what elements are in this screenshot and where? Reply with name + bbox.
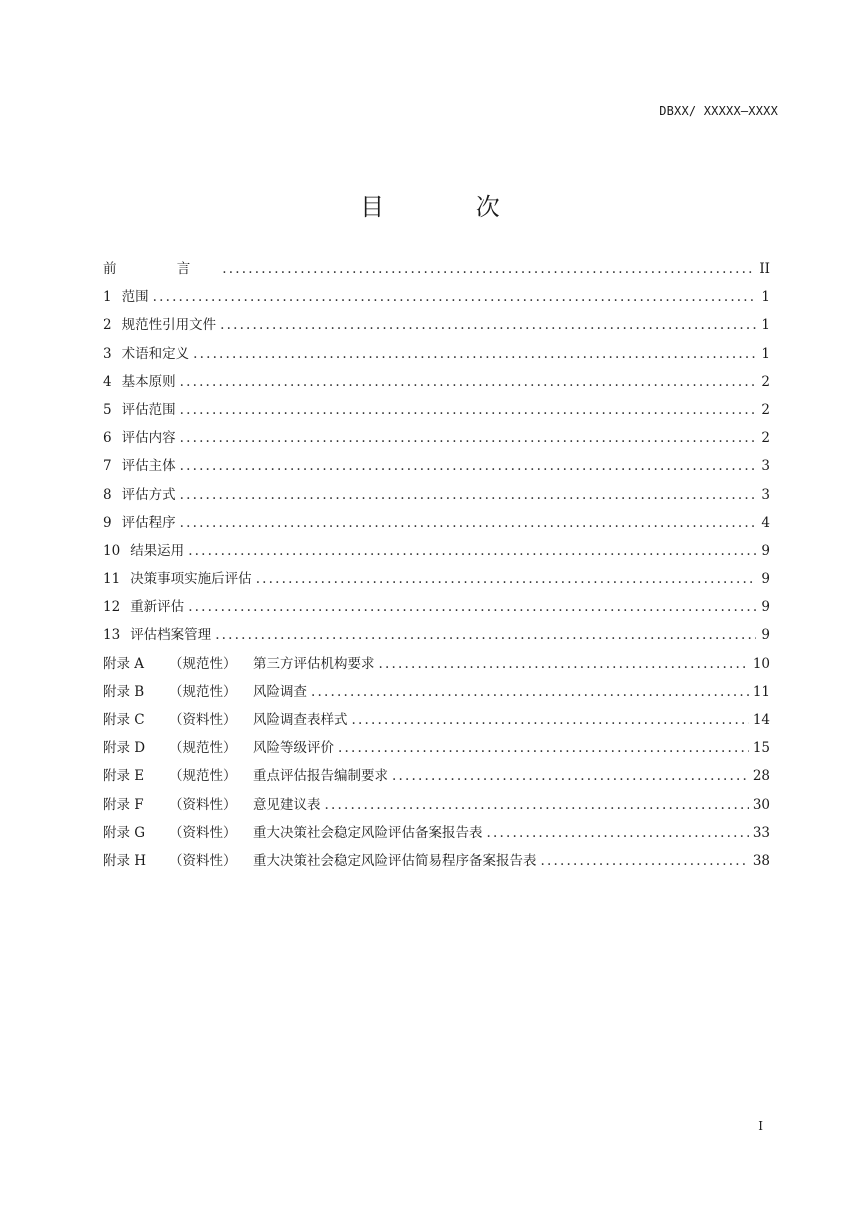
toc-entry-page: 33 [752,824,770,841]
toc-entry-page: 38 [752,852,770,869]
toc-entry-page: 9 [761,571,770,588]
toc-entry-label: 规范性引用文件 [121,317,217,334]
toc-entry-page: 4 [761,514,770,531]
toc-entry-section-8[interactable] [103,483,770,511]
toc-entry-appendix-d[interactable] [103,736,770,764]
toc-entry-section-3[interactable] [103,342,770,370]
toc-leader-dots [352,712,749,728]
toc-appendix-id: 附录 F [103,796,144,813]
toc-entry-label: 风险等级评价 [253,740,334,757]
toc-appendix-type: （规范性） [169,683,237,700]
toc-appendix-id: 附录 H [103,852,147,869]
toc-entry-label: 评估主体 [121,458,176,475]
toc-entry-section-7[interactable] [103,454,770,482]
toc-leader-dots [188,543,756,559]
toc-entry-page: II [759,261,770,277]
toc-entry-appendix-g[interactable] [103,821,770,849]
toc-leader-dots [188,599,756,615]
toc-entry-label: 基本原则 [121,373,176,390]
toc-entry-section-2[interactable] [103,313,770,341]
toc-appendix-type: （规范性） [169,740,237,757]
toc-entry-number: 8 [103,486,112,503]
toc-entry-label: 重大决策社会稳定风险评估备案报告表 [253,824,483,841]
toc-appendix-id: 附录 C [103,712,145,728]
toc-appendix-type: （规范性） [169,768,237,785]
toc-appendix-type: （资料性） [169,712,237,728]
toc-entry-section-1[interactable] [103,285,770,313]
toc-entry-preface[interactable] [103,257,770,285]
toc-entry-section-9[interactable] [103,511,770,539]
page-number: I [758,1119,763,1133]
toc-appendix-id: 附录 E [103,768,145,785]
toc-leader-dots [153,289,756,305]
toc-entry-appendix-a[interactable] [103,652,770,680]
toc-entry-number: 7 [103,458,112,475]
toc-leader-dots [193,346,756,362]
toc-leader-dots [311,684,749,700]
toc-entry-page: 1 [761,289,770,306]
toc-leader-dots [220,317,756,333]
toc-entry-page: 10 [752,655,770,672]
toc-entry-label: 重新评估 [130,599,185,616]
toc-entry-label: 术语和定义 [121,345,190,362]
toc-entry-page: 1 [761,317,770,334]
toc-entry-label: 评估内容 [121,430,176,447]
toc-entry-section-10[interactable] [103,539,770,567]
toc-entry-section-5[interactable] [103,398,770,426]
toc-entry-label: 风险调查表样式 [253,712,348,728]
toc-entry-appendix-h[interactable] [103,849,770,877]
toc-entry-number: 13 [103,627,121,644]
toc-appendix-id: 附录 D [103,740,146,757]
toc-entry-number: 5 [103,401,112,418]
toc-entry-label: 评估方式 [121,486,176,503]
document-code: DBXX/ XXXXX—XXXX [659,104,778,118]
toc-entry-number: 11 [103,571,121,588]
toc-entry-number: 10 [103,542,121,559]
toc-entry-number: 1 [103,289,112,306]
toc-entry-page: 3 [761,458,770,475]
toc-entry-appendix-c[interactable] [103,708,770,736]
toc-leader-dots [379,656,749,672]
toc-entry-number: 2 [103,317,112,334]
toc-entry-page: 9 [761,542,770,559]
toc-entry-page: 28 [752,768,770,785]
toc-entry-page: 9 [761,599,770,616]
table-of-contents [103,257,770,877]
toc-entry-label: 评估范围 [121,401,176,418]
toc-leader-dots [180,374,756,390]
toc-entry-label: 重点评估报告编制要求 [253,768,388,785]
toc-entry-section-12[interactable] [103,595,770,623]
toc-entry-page: 15 [752,740,770,757]
toc-entry-page: 2 [761,430,770,447]
toc-leader-dots [338,740,749,756]
toc-entry-page: 11 [752,683,770,700]
toc-leader-dots [325,797,749,813]
toc-appendix-type: （资料性） [169,796,237,813]
toc-title: 目 次 [360,193,542,221]
toc-entry-page: 3 [761,486,770,503]
toc-entry-label: 第三方评估机构要求 [253,655,375,672]
toc-entry-label: 评估程序 [121,514,176,531]
toc-leader-dots [256,571,756,587]
toc-appendix-id: 附录 B [103,683,145,700]
toc-appendix-type: （资料性） [169,852,237,869]
toc-entry-page: 2 [761,373,770,390]
toc-leader-dots [541,853,749,869]
toc-appendix-type: （资料性） [169,824,237,841]
toc-leader-dots [180,515,756,531]
toc-entry-section-13[interactable] [103,623,770,651]
toc-entry-number: 12 [103,599,121,616]
toc-entry-label: 前 言 [103,261,219,277]
toc-entry-label: 重大决策社会稳定风险评估简易程序备案报告表 [253,852,537,869]
toc-entry-page: 9 [761,627,770,644]
toc-entry-page: 1 [761,345,770,362]
toc-leader-dots [180,487,756,503]
toc-entry-label: 风险调查 [253,683,307,700]
toc-entry-section-11[interactable] [103,567,770,595]
toc-entry-number: 4 [103,373,112,390]
toc-entry-appendix-b[interactable] [103,680,770,708]
toc-leader-dots [222,261,755,277]
toc-entry-section-4[interactable] [103,370,770,398]
toc-entry-page: 30 [752,796,770,813]
toc-entry-label: 结果运用 [130,542,185,559]
toc-entry-label: 范围 [121,289,149,306]
toc-entry-page: 14 [752,712,770,728]
toc-entry-label: 决策事项实施后评估 [130,571,252,588]
toc-entry-appendix-e[interactable] [103,764,770,792]
toc-entry-label: 意见建议表 [253,796,321,813]
toc-leader-dots [180,458,756,474]
toc-entry-label: 评估档案管理 [130,627,212,644]
toc-appendix-id: 附录 A [103,655,145,672]
toc-leader-dots [487,825,749,841]
toc-entry-number: 9 [103,514,112,531]
toc-leader-dots [215,627,756,643]
toc-entry-number: 3 [103,345,112,362]
toc-entry-number: 6 [103,430,112,447]
toc-leader-dots [180,402,756,418]
toc-entry-section-6[interactable] [103,426,770,454]
toc-leader-dots [180,430,756,446]
toc-entry-appendix-f[interactable] [103,793,770,821]
toc-leader-dots [392,768,749,784]
toc-appendix-type: （规范性） [169,655,237,672]
toc-appendix-id: 附录 G [103,824,146,841]
toc-entry-page: 2 [761,401,770,418]
